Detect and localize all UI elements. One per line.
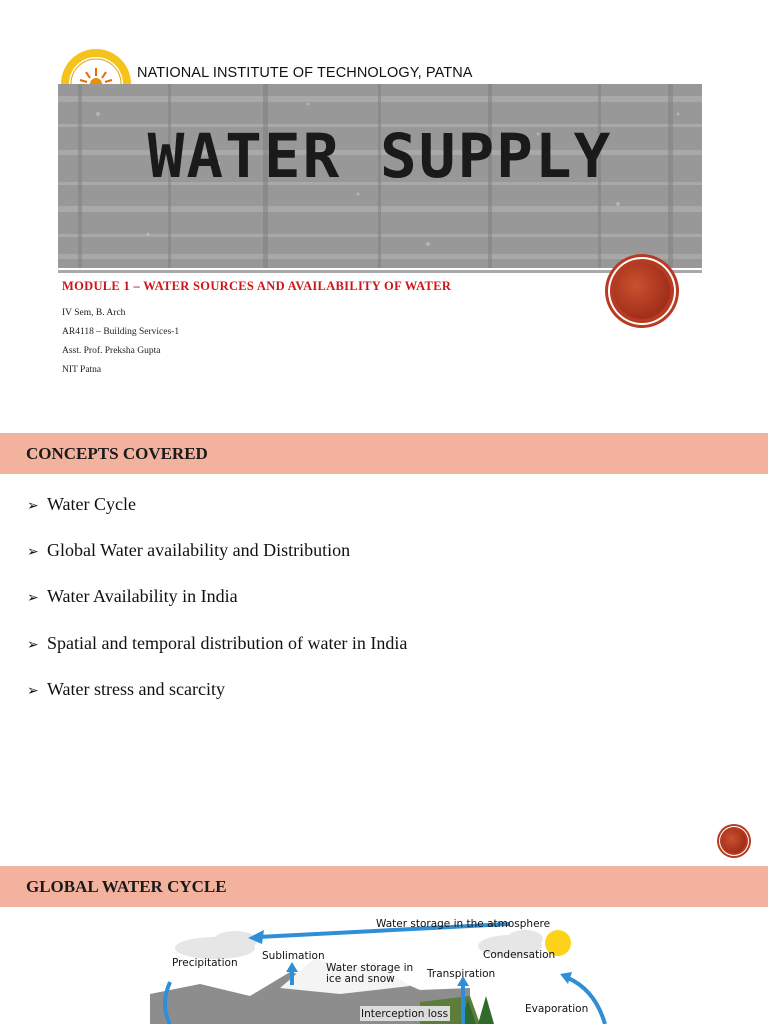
list-item — [27, 540, 350, 561]
meta-line: AR4118 – Building Services-1 — [62, 327, 180, 337]
decorative-circle-icon — [719, 826, 749, 856]
meta-line: Asst. Prof. Preksha Gupta — [62, 346, 161, 356]
list-item-text: Water stress and scarcity — [47, 679, 225, 699]
section-header — [0, 866, 768, 907]
meta-line: NIT Patna — [62, 365, 102, 375]
bullet-arrow-icon: ➢ — [27, 590, 39, 606]
section-title: CONCEPTS COVERED — [26, 444, 208, 463]
divider — [58, 270, 702, 273]
meta-line: IV Sem, B. Arch — [62, 308, 126, 318]
list-item-text: Water Cycle — [47, 494, 137, 514]
label-interception: Interception loss — [361, 1008, 449, 1020]
list-item — [27, 679, 225, 700]
water-cycle-diagram — [140, 910, 630, 1024]
label-condensation: Condensation — [483, 949, 556, 961]
list-item-text: Spatial and temporal distribution of water in India — [47, 633, 408, 653]
label-precipitation: Precipitation — [172, 957, 238, 969]
list-item — [27, 633, 407, 654]
section-title: GLOBAL WATER CYCLE — [26, 877, 227, 896]
label-transpiration: Transpiration — [427, 968, 496, 980]
list-item-text: Water Availability in India — [47, 586, 238, 606]
list-item-text: Global Water availability and Distribution — [47, 540, 351, 560]
bullet-arrow-icon: ➢ — [27, 683, 39, 699]
section-header — [0, 433, 768, 474]
list-item — [27, 586, 238, 607]
label-atmosphere: Water storage in the atmosphere — [376, 918, 551, 930]
module-heading: MODULE 1 – WATER SOURCES AND AVAILABILITY OF WATER — [62, 279, 452, 293]
institute-name: NATIONAL INSTITUTE OF TECHNOLOGY, PATNA — [137, 65, 473, 81]
list-item — [27, 494, 136, 515]
label-ice-snow: Water storage in ice and snow — [326, 962, 414, 986]
slide-title: WATER SUPPLY — [147, 121, 613, 192]
title-slide — [0, 0, 768, 415]
decorative-circle-icon — [608, 257, 676, 325]
label-evaporation: Evaporation — [525, 1003, 589, 1015]
bullet-arrow-icon: ➢ — [27, 498, 39, 514]
bullet-arrow-icon: ➢ — [27, 637, 39, 653]
label-sublimation: Sublimation — [262, 950, 325, 962]
bullet-arrow-icon: ➢ — [27, 544, 39, 560]
